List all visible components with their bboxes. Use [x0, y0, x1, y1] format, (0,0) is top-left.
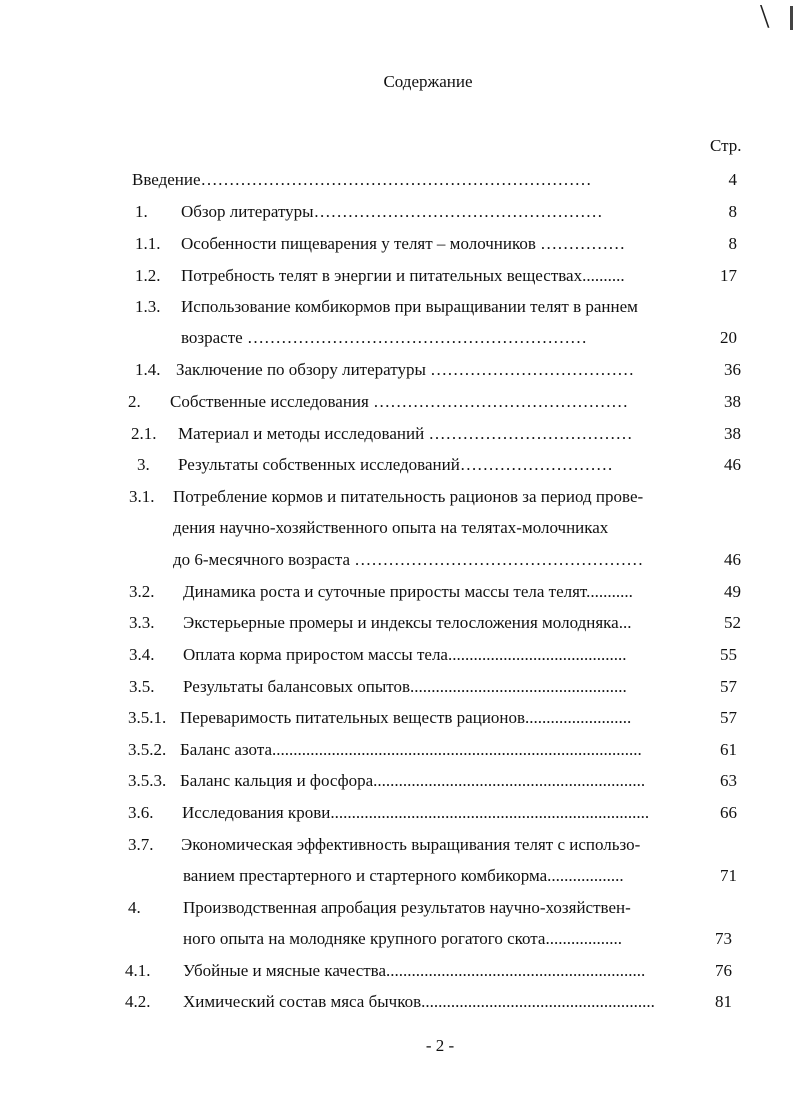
toc-entry-number: 1.1. [135, 234, 161, 253]
toc-entry-number: 3.2. [129, 582, 155, 601]
toc-entry-text: Введение…………………………………………………………… [132, 170, 592, 189]
toc-entry-page: 76 [715, 961, 732, 980]
page-column-header: Стр. [710, 136, 742, 155]
toc-entry-text: Особенности пищеварения у телят – молочников …………… [181, 234, 626, 253]
toc-entry-page: 38 [724, 424, 741, 443]
toc-entry-text: Заключение по обзору литературы ……………………………… [176, 360, 635, 379]
toc-entry-number: 3.7. [128, 835, 154, 854]
toc-entry-text: Производственная апробация результатов научно-хозяйствен- [183, 898, 631, 917]
toc-entry-text: Потребление кормов и питательность рационов за период прове- [173, 487, 644, 506]
toc-entry-page: 61 [720, 740, 737, 759]
toc-entry-page: 17 [720, 266, 737, 285]
toc-entry-number: 3.3. [129, 613, 155, 632]
toc-entry-text: Химический состав мяса бычков....................................................... [183, 992, 655, 1011]
toc-entry-text: Баланс кальция и фосфора................................................................ [180, 771, 646, 790]
toc-entry-page: 20 [720, 328, 737, 347]
toc-entry-text: Динамика роста и суточные приросты массы тела телят........... [183, 582, 633, 601]
toc-entry-number: 1.4. [135, 360, 161, 379]
toc-entry-text: Обзор литературы…………………………………………… [181, 202, 603, 221]
toc-entry-number: 3. [137, 455, 150, 474]
toc-entry-text: Использование комбикормов при выращивании телят в раннем [181, 297, 638, 316]
toc-entry-text: Переваримость питательных веществ рационов......................... [180, 708, 632, 727]
toc-entry-text: возрасте …………………………………………………… [181, 328, 587, 347]
toc-entry-page: 8 [728, 202, 737, 221]
page-number-footer: - 2 - [425, 1036, 455, 1055]
toc-entry-page: 73 [715, 929, 732, 948]
toc-entry-page: 66 [720, 803, 737, 822]
toc-entry-page: 81 [715, 992, 732, 1011]
toc-entry-page: 38 [724, 392, 741, 411]
toc-entry-text: ванием престартерного и стартерного комбикорма.................. [183, 866, 624, 885]
toc-entry-number: 2. [128, 392, 141, 411]
toc-entry-text: до 6-месячного возраста …………………………………………… [173, 550, 644, 569]
toc-entry-page: 46 [724, 455, 741, 474]
toc-entry-text: Оплата корма приростом массы тела.......................................... [183, 645, 627, 664]
toc-entry-page: 71 [720, 866, 737, 885]
toc-entry-number: 3.4. [129, 645, 155, 664]
toc-entry-text: дения научно-хозяйственного опыта на телятах-молочниках [173, 518, 609, 537]
toc-entry-page: 36 [724, 360, 741, 379]
toc-entry-text: Исследования крови........................................................................... [182, 803, 650, 822]
toc-entry-number: 3.6. [128, 803, 154, 822]
toc-entry-text: ного опыта на молодняке крупного рогатого скота.................. [183, 929, 622, 948]
toc-entry-number: 3.5.1. [128, 708, 167, 727]
toc-entry-number: 1. [135, 202, 148, 221]
toc-entry-number: 3.5.3. [128, 771, 167, 790]
toc-entry-number: 4. [128, 898, 141, 917]
toc-entry-text: Материал и методы исследований ……………………………… [178, 424, 633, 443]
toc-entry-page: 49 [724, 582, 741, 601]
toc-entry-number: 1.3. [135, 297, 161, 316]
toc-entry-page: 55 [720, 645, 737, 664]
toc-entry-number: 4.2. [125, 992, 151, 1011]
toc-entry-number: 3.5. [129, 677, 155, 696]
toc-entry-text: Убойные и мясные качества............................................................. [183, 961, 646, 980]
toc-entry-page: 4 [728, 170, 737, 189]
toc-entry-text: Результаты балансовых опытов................................................... [183, 677, 627, 696]
toc-entry-page: 57 [720, 708, 737, 727]
toc-entry-text: Результаты собственных исследований……………………… [178, 455, 613, 474]
corner-pen-mark-icon [790, 6, 793, 30]
corner-pen-stroke-icon: \ [760, 0, 770, 35]
toc-entry-text: Потребность телят в энергии и питательных веществах.......... [181, 266, 625, 285]
toc-entry-text: Баланс азота....................................................................................... [180, 740, 642, 759]
toc-entry-page: 8 [728, 234, 737, 253]
toc-entry-text: Собственные исследования ……………………………………… [170, 392, 629, 411]
toc-entry-page: 52 [724, 613, 741, 632]
toc-entry-number: 3.5.2. [128, 740, 167, 759]
toc-entry-number: 1.2. [135, 266, 161, 285]
toc-entry-page: 46 [724, 550, 741, 569]
toc-entry-number: 3.1. [129, 487, 155, 506]
toc-entry-number: 4.1. [125, 961, 151, 980]
toc-entry-page: 57 [720, 677, 737, 696]
toc-entry-text: Экономическая эффективность выращивания телят с использо- [181, 835, 641, 854]
toc-entry-text: Экстерьерные промеры и индексы телосложения молодняка... [183, 613, 632, 632]
toc-entry-page: 63 [720, 771, 737, 790]
toc-entry-number: 2.1. [131, 424, 157, 443]
page-title: Содержание [383, 72, 473, 91]
